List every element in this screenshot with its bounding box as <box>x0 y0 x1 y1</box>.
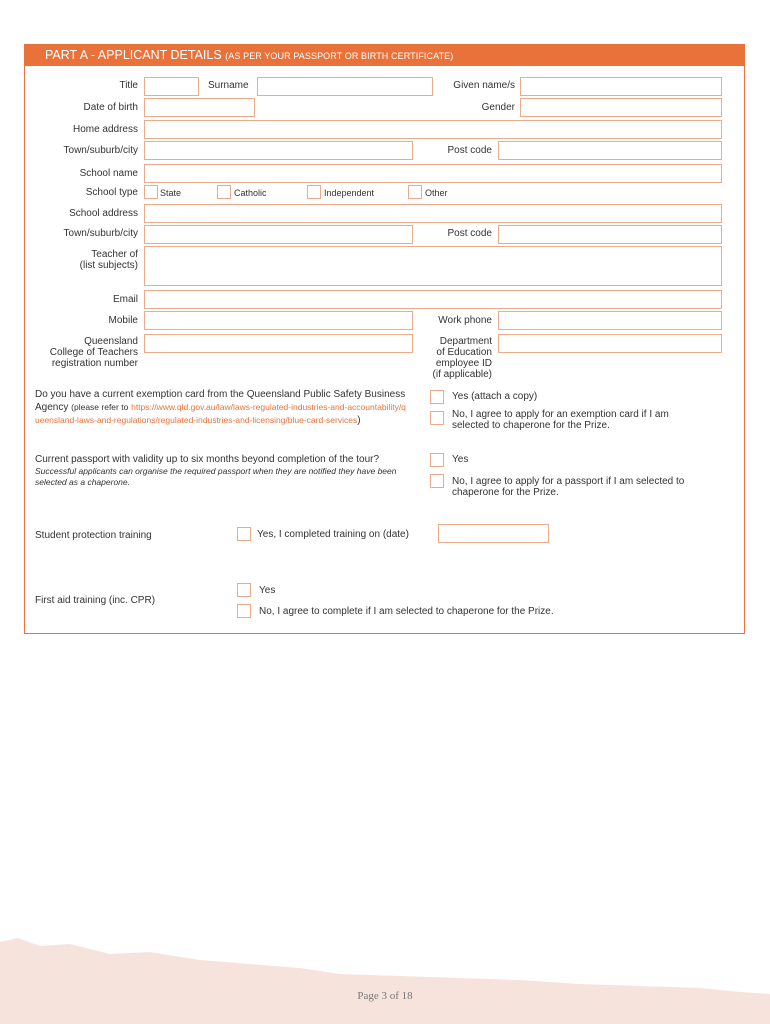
work-phone-label: Work phone <box>438 315 492 326</box>
section-header <box>25 45 744 66</box>
training-date-field[interactable] <box>438 524 549 543</box>
dob-field[interactable] <box>144 98 255 117</box>
qct-registration-field[interactable] <box>144 334 413 353</box>
postcode-field[interactable] <box>498 141 722 160</box>
school-town-field[interactable] <box>144 225 413 244</box>
mobile-label: Mobile <box>108 315 138 326</box>
student-protection-label: Student protection training <box>35 530 152 541</box>
passport-yes-checkbox[interactable] <box>430 453 444 467</box>
surname-field[interactable] <box>257 77 433 96</box>
passport-question <box>35 454 420 488</box>
exemption-question <box>35 389 410 427</box>
school-address-label: School address <box>69 208 138 219</box>
passport-no-label: No, I agree to apply for a passport if I am selected to chaperone for the Prize. <box>452 476 685 498</box>
passport-no-checkbox[interactable] <box>430 474 444 488</box>
first-aid-label: First aid training (inc. CPR) <box>35 595 156 606</box>
first-aid-yes-label: Yes <box>259 585 276 596</box>
email-field[interactable] <box>144 290 722 309</box>
exemption-question-text: Do you have a current exemption card from the Queensland Public Safety Business Agency <box>35 389 406 413</box>
work-phone-field[interactable] <box>498 311 722 330</box>
title-field[interactable] <box>144 77 199 96</box>
surname-label: Surname <box>208 80 249 91</box>
passport-question-text: Current passport with validity up to six months beyond completion of the tour? <box>35 454 380 465</box>
exemption-yes-checkbox[interactable] <box>430 390 444 404</box>
school-type-independent-checkbox[interactable] <box>307 185 321 199</box>
mobile-field[interactable] <box>144 311 413 330</box>
given-names-field[interactable] <box>520 77 722 96</box>
first-aid-no-label: No, I agree to complete if I am selected to chaperone for the Prize. <box>259 606 554 617</box>
exemption-no-label: No, I agree to apply for an exemption card if I am selected to chaperone for the Prize. <box>452 409 669 431</box>
student-protection-yes-label: Yes, I completed training on (date) <box>257 529 409 540</box>
footer-decoration <box>0 930 770 1024</box>
school-name-field[interactable] <box>144 164 722 183</box>
school-type-state-label: State <box>160 188 182 198</box>
qct-registration-label: Queensland College of Teachers registration number <box>49 336 138 369</box>
student-protection-yes-checkbox[interactable] <box>237 527 251 541</box>
school-postcode-label: Post code <box>447 228 492 239</box>
exemption-refer-text: (please refer to <box>71 402 129 412</box>
doe-employee-id-field[interactable] <box>498 334 722 353</box>
passport-yes-label: Yes <box>452 454 469 465</box>
school-type-catholic-checkbox[interactable] <box>217 185 231 199</box>
first-aid-yes-checkbox[interactable] <box>237 583 251 597</box>
exemption-no-checkbox[interactable] <box>430 411 444 425</box>
home-address-field[interactable] <box>144 120 722 139</box>
school-type-catholic-label: Catholic <box>234 188 267 198</box>
town-label: Town/suburb/city <box>63 145 138 156</box>
school-type-state-checkbox[interactable] <box>144 185 158 199</box>
email-label: Email <box>112 294 138 305</box>
gender-field[interactable] <box>520 98 722 117</box>
exemption-close: ) <box>357 415 361 426</box>
section-title: PART A - APPLICANT DETAILS <box>45 48 222 62</box>
section-subtitle: (AS PER YOUR PASSPORT OR BIRTH CERTIFICATE) <box>225 51 454 61</box>
school-postcode-field[interactable] <box>498 225 722 244</box>
postcode-label: Post code <box>447 145 492 156</box>
exemption-yes-label: Yes (attach a copy) <box>452 391 538 402</box>
page-number: Page 3 of 18 <box>357 990 413 1002</box>
school-type-independent-label: Independent <box>324 188 375 198</box>
town-field[interactable] <box>144 141 413 160</box>
school-type-other-checkbox[interactable] <box>408 185 422 199</box>
first-aid-no-checkbox[interactable] <box>237 604 251 618</box>
teacher-of-label: Teacher of (list subjects) <box>79 249 138 271</box>
home-address-label: Home address <box>72 124 138 135</box>
school-name-label: School name <box>79 168 138 179</box>
school-type-other-label: Other <box>425 188 448 198</box>
passport-note: Successful applicants can organise the required passport when they are notified they have been selected as a chaperone. <box>35 466 397 487</box>
gender-label: Gender <box>481 102 515 113</box>
teacher-of-field[interactable] <box>144 246 722 286</box>
school-type-label: School type <box>85 187 138 198</box>
doe-employee-id-label: Department of Education employee ID (if applicable) <box>432 336 492 380</box>
given-names-label: Given name/s <box>453 80 515 91</box>
school-address-field[interactable] <box>144 204 722 223</box>
title-label: Title <box>119 80 138 91</box>
blue-card-link[interactable]: https://www.qld.gov.au/law/laws-regulated-industries-and-accountability/queensland-laws-and-regulations/regulated-industries-and-licensing/blue-card-services <box>35 402 406 425</box>
school-town-label: Town/suburb/city <box>63 228 138 239</box>
dob-label: Date of birth <box>83 102 138 113</box>
